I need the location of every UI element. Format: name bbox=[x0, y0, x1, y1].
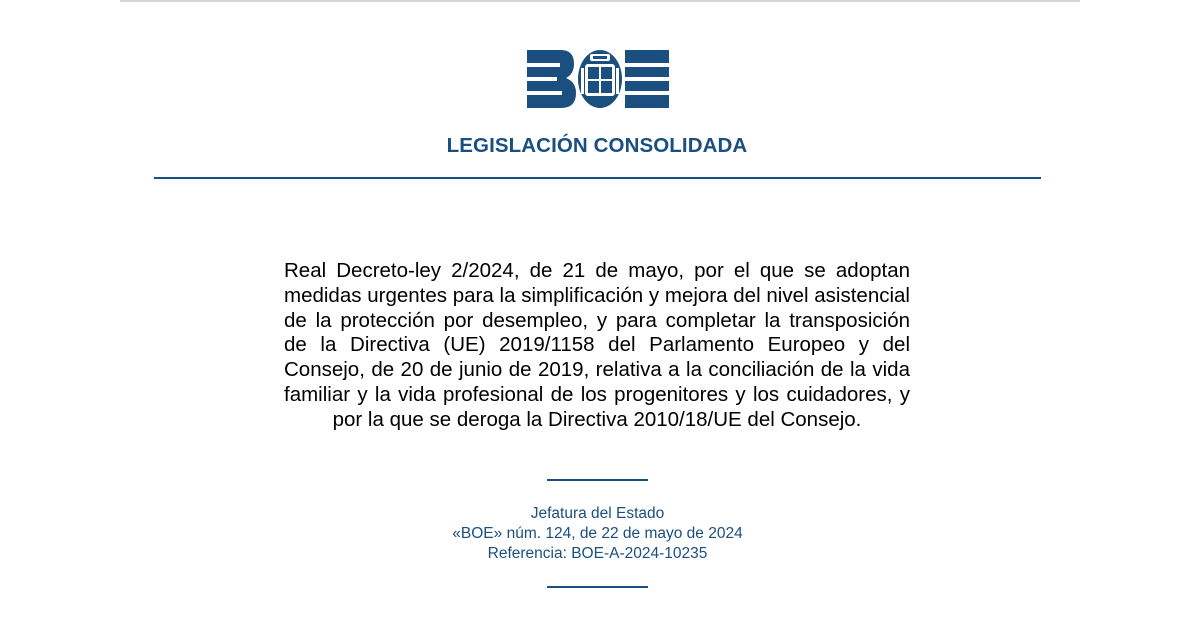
metadata-top-divider bbox=[547, 479, 648, 481]
document-title: Real Decreto-ley 2/2024, de 21 de mayo, por el que se adoptan medidas urgentes para la simplificación y mejora del nivel asistencial de la protección por desempleo, y para completar la transposición de la Directiva (UE) 2019/1158 del Parlamento Europeo y del Consejo, de 20 de junio de 2019, relativa a la conciliación de la vida familiar y la vida profesional de los progenitores y los cuidadores, y por la que se deroga la Directiva 2010/18/UE del Consejo. bbox=[284, 259, 910, 431]
boe-logo-icon bbox=[527, 50, 669, 108]
section-title: LEGISLACIÓN CONSOLIDADA bbox=[446, 134, 748, 157]
metadata-bottom-divider bbox=[547, 586, 648, 588]
reference-text: Referencia: BOE-A-2024-10235 bbox=[487, 545, 708, 562]
issuer-text: Jefatura del Estado bbox=[530, 505, 665, 522]
header-divider bbox=[154, 177, 1041, 179]
bulletin-text: «BOE» núm. 124, de 22 de mayo de 2024 bbox=[452, 525, 743, 542]
top-divider bbox=[120, 0, 1080, 2]
